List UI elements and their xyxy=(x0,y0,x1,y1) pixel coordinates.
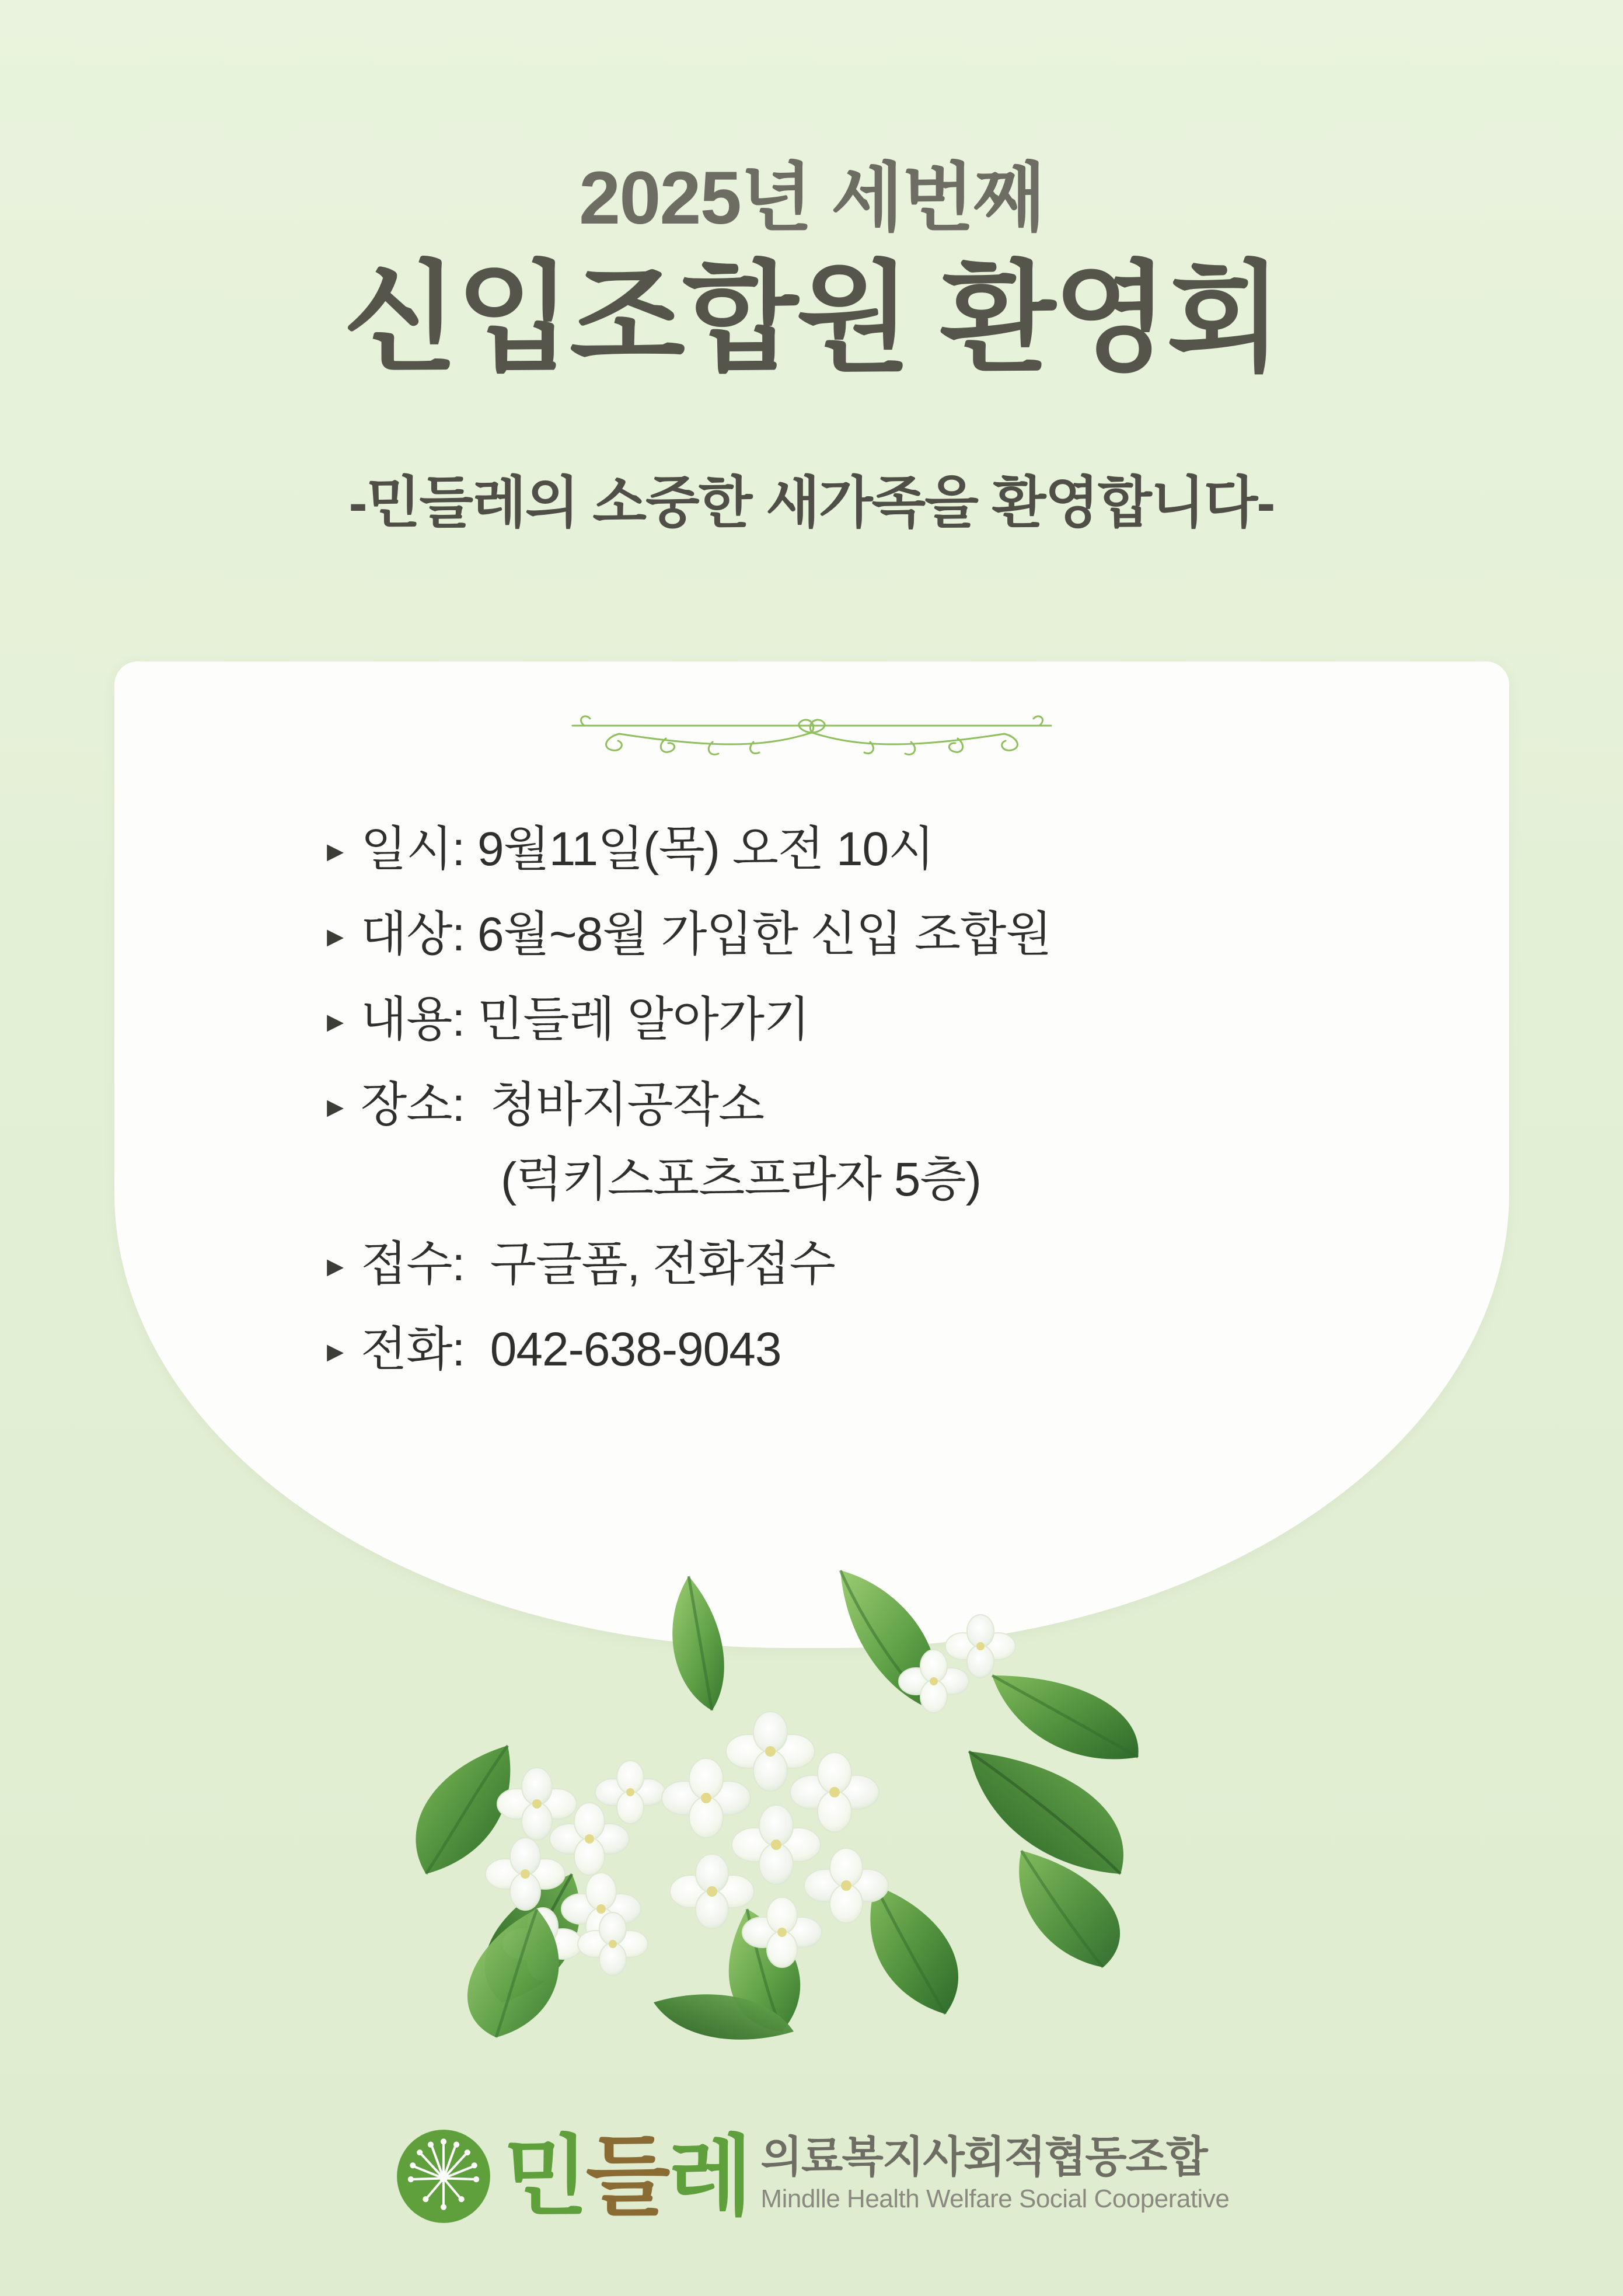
org-name-block xyxy=(760,2134,1229,2218)
footer-logo xyxy=(0,2127,1623,2226)
org-name-english: Mindlle Health Welfare Social Cooperative xyxy=(760,2184,1230,2214)
info-date: 일시: 9월11일(목) 오전 10시 xyxy=(361,823,934,876)
list-item xyxy=(327,817,1377,882)
subtitle: -민들레의 소중한 새가족을 환영합니다- xyxy=(348,471,1275,534)
logo-char-2: 들 xyxy=(585,2127,668,2225)
bullet-icon: ▸ xyxy=(327,1332,344,1370)
bullet-icon: ▸ xyxy=(327,831,344,869)
bullet-icon: ▸ xyxy=(327,1086,344,1125)
info-location-detail: (럭키스포츠프라자 5층) xyxy=(501,1152,981,1206)
bullet-icon: ▸ xyxy=(327,1001,344,1040)
bullet-icon: ▸ xyxy=(327,916,344,954)
title-small: 2025년 세번째 xyxy=(579,156,1044,240)
info-content: 내용: 민들레 알아가기 xyxy=(361,992,810,1046)
list-item xyxy=(327,903,1377,967)
page-title: 신입조합원 환영회 xyxy=(343,251,1280,385)
list-item xyxy=(327,1232,1377,1297)
list-item xyxy=(327,988,1377,1052)
logo-char-3: 레 xyxy=(668,2127,751,2225)
hydrangea-flowers-illustration xyxy=(362,1500,1272,2049)
list-item xyxy=(327,1073,1377,1212)
info-audience: 대상: 6월~8월 가입한 신입 조합원 xyxy=(361,907,1052,961)
org-name-korean: 의료복지사회적협동조합 xyxy=(760,2132,1207,2181)
list-item xyxy=(327,1318,1377,1382)
logo-wordmark xyxy=(503,2127,751,2225)
info-phone: 전화: 042-638-9043 xyxy=(361,1323,781,1377)
info-list xyxy=(327,817,1377,1403)
bullet-icon: ▸ xyxy=(327,1246,344,1285)
dandelion-logo-icon xyxy=(394,2127,493,2226)
info-location: 장소: 청바지공작소 xyxy=(361,1078,765,1131)
logo-char-1: 민 xyxy=(503,2127,586,2225)
flourish-divider-icon xyxy=(549,692,1074,779)
poster-header xyxy=(0,158,1623,538)
info-registration: 접수: 구글폼, 전화접수 xyxy=(361,1238,835,1291)
